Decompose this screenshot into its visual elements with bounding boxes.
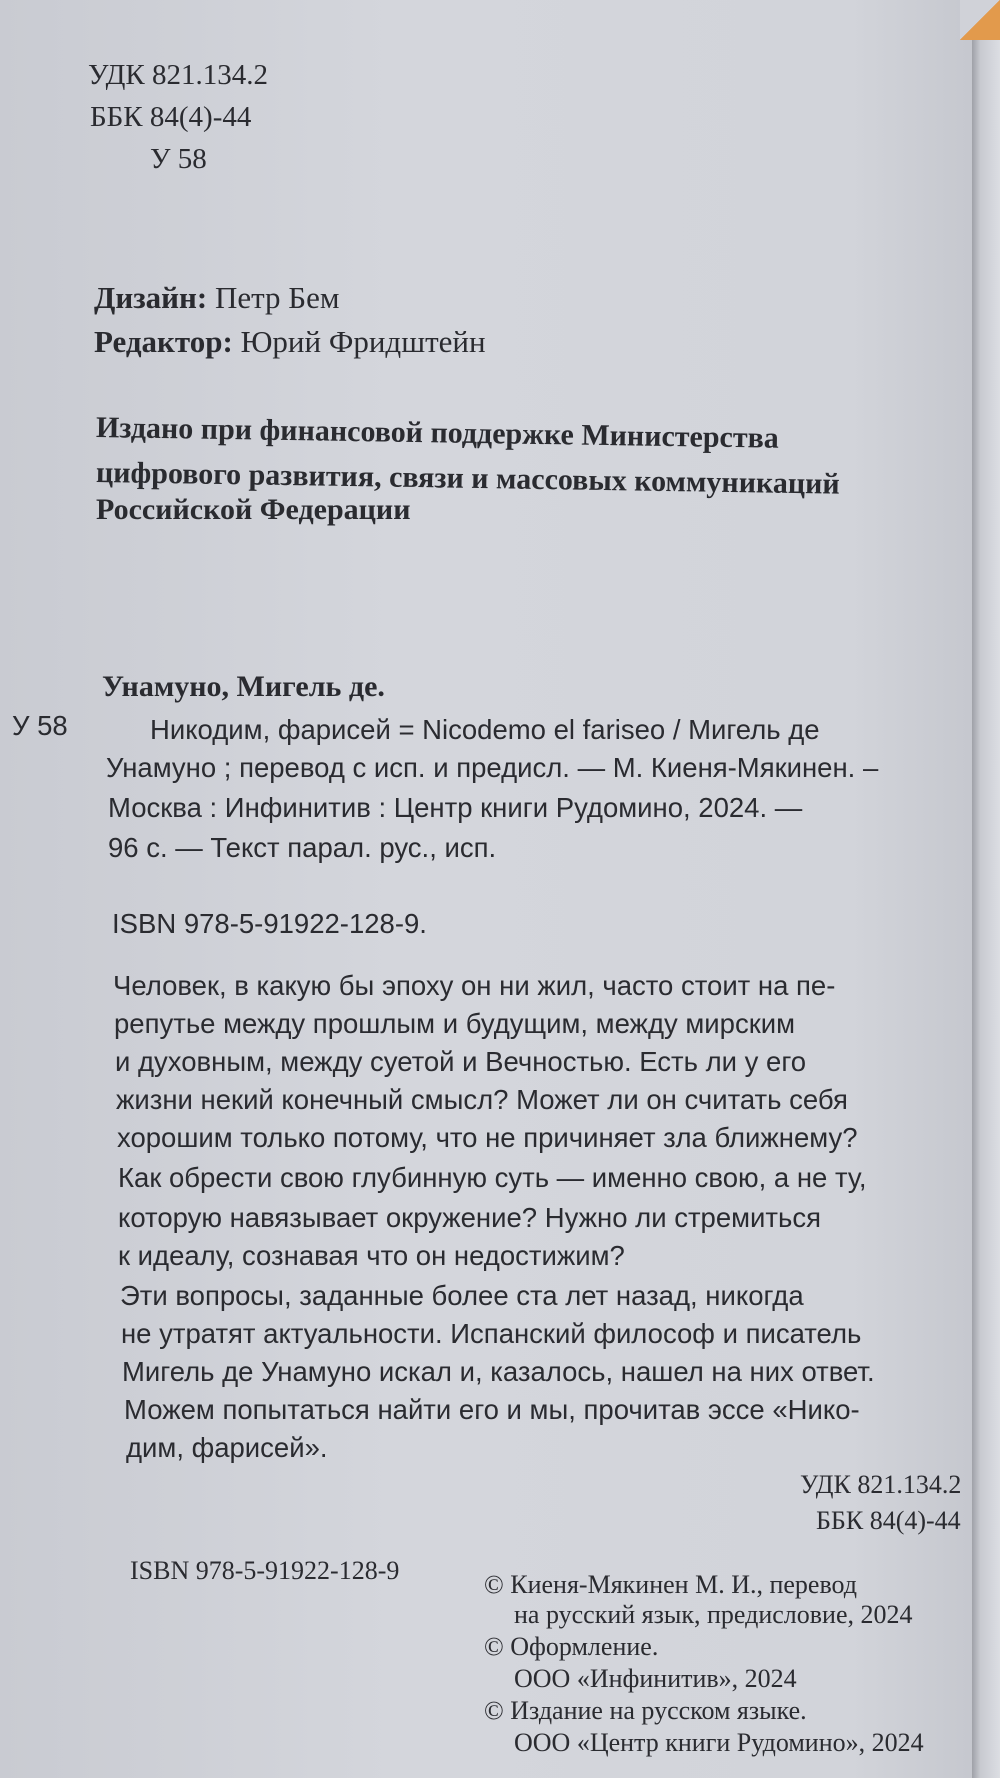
- design-label: Дизайн:: [94, 280, 208, 315]
- annotation-line-6: Как обрести свою глубинную суть — именно свою, а не ту,: [118, 1162, 867, 1193]
- description-line-1: Никодим, фарисей = Nicodemo el fariseo / Мигель де: [150, 714, 820, 745]
- annotation-line-4: жизни некий конечный смысл? Может ли он считать себя: [116, 1084, 848, 1115]
- description-line-4: 96 с. — Текст парал. рус., исп.: [108, 832, 497, 863]
- annotation-line-11: Мигель де Унамуно искал и, казалось, нашел на них ответ.: [122, 1356, 875, 1387]
- support-line-1: Издано при финансовой поддержке Министерства: [95, 411, 780, 455]
- editor-value: Юрий Фридштейн: [240, 324, 486, 359]
- page-corner: [960, 0, 1000, 40]
- design-value: Петр Бем: [214, 280, 340, 315]
- annotation-line-1: Человек, в какую бы эпоху он ни жил, часто стоит на пе-: [113, 970, 836, 1001]
- catalog-isbn: ISBN 978-5-91922-128-9.: [112, 908, 427, 939]
- copyright-line-4: ООО «Инфинитив», 2024: [514, 1664, 797, 1693]
- footer-isbn: ISBN 978-5-91922-128-9: [130, 1556, 400, 1585]
- annotation-line-8: к идеалу, сознавая что он недостижим?: [118, 1240, 625, 1271]
- copyright-line-5: © Издание на русском языке.: [484, 1696, 807, 1725]
- page-edge: [972, 0, 1000, 1778]
- catalog-mark: У 58: [12, 710, 68, 741]
- card-udk: УДК 821.134.2: [800, 1470, 962, 1499]
- copyright-line-3: © Оформление.: [484, 1632, 659, 1661]
- copyright-line-1: © Киеня-Мякинен М. И., перевод: [484, 1570, 858, 1599]
- description-line-2: Унамуно ; перевод с исп. и предисл. — М. Киеня-Мякинен. –: [106, 752, 879, 783]
- annotation-line-10: не утратят актуальности. Испанский философ и писатель: [121, 1318, 862, 1349]
- annotation-line-7: которую навязывает окружение? Нужно ли стремиться: [118, 1202, 821, 1233]
- design-credit: [94, 280, 339, 316]
- header-udk: УДК 821.134.2: [88, 59, 268, 91]
- editor-label: Редактор:: [94, 324, 233, 359]
- editor-credit: [94, 324, 486, 360]
- annotation-line-5: хорошим только потому, что не причиняет зла ближнему?: [117, 1122, 858, 1153]
- annotation-line-2: репутье между прошлым и будущим, между мирским: [114, 1008, 796, 1039]
- annotation-line-13: дим, фарисей».: [126, 1432, 328, 1463]
- annotation-line-3: и духовным, между суетой и Вечностью. Есть ли у его: [115, 1046, 807, 1077]
- copyright-line-2: на русский язык, предисловие, 2024: [514, 1600, 913, 1629]
- copyright-line-6: ООО «Центр книги Рудомино», 2024: [514, 1728, 924, 1757]
- support-line-2: цифрового развития, связи и массовых коммуникаций: [95, 456, 840, 501]
- card-bbk: ББК 84(4)-44: [816, 1506, 961, 1535]
- support-line-3: Российской Федерации: [96, 493, 411, 526]
- annotation-line-12: Можем попытаться найти его и мы, прочитав эссе «Нико-: [124, 1394, 860, 1425]
- header-bbk: ББК 84(4)-44: [90, 101, 252, 133]
- description-line-3: Москва : Инфинитив : Центр книги Рудомино, 2024. —: [108, 792, 803, 823]
- header-author-mark: У 58: [150, 143, 207, 175]
- annotation-line-9: Эти вопросы, заданные более ста лет назад, никогда: [120, 1280, 804, 1311]
- author-heading: Унамуно, Мигель де.: [102, 670, 385, 703]
